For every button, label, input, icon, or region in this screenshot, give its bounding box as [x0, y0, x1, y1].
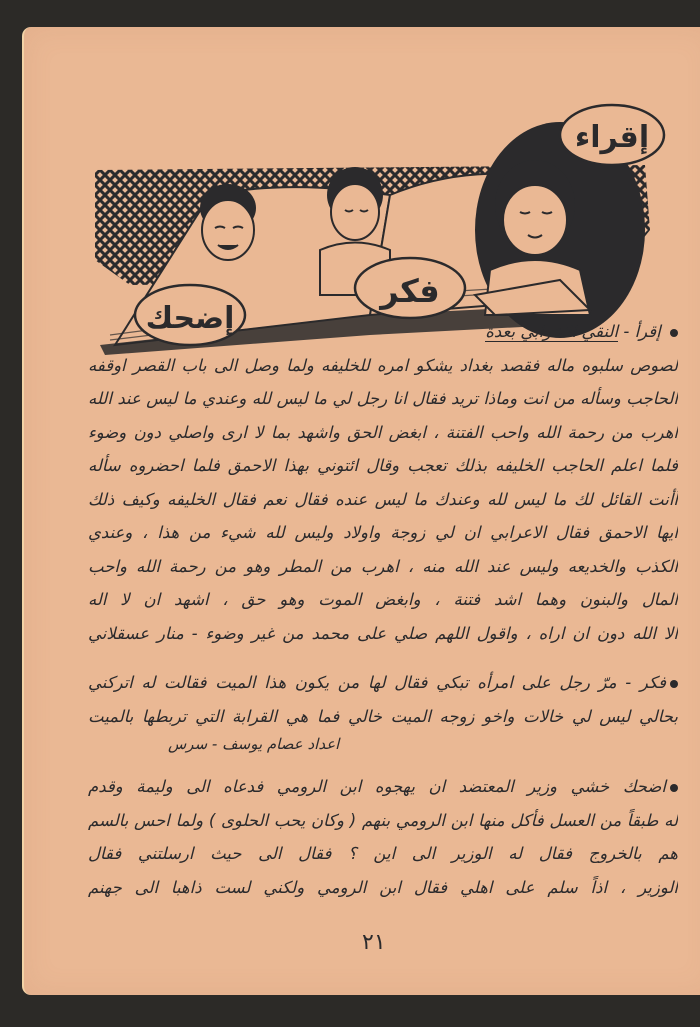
svg-text:إضحك: إضحك — [145, 301, 235, 336]
laugh-line: الوزير ، اذاً سلم على اهلي فقال ابن الرومي ولكني لست ذاهبا الى جهنم — [88, 877, 678, 897]
laugh-line: هم بالخروج فقال له الوزير الى اين ؟ فقال الى حيث ارسلتني فقال — [88, 844, 678, 863]
read-title: النقي الاعرابي بعدة — [485, 322, 619, 341]
laugh-line: اضحك خشي وزير المعتضد ان يهجوه ابن الرومي فدعاه الى وليمة وقدم — [88, 770, 678, 804]
page-number: ٢١ — [362, 930, 386, 955]
read-heading: إقرأ - النقي الاعرابي بعدة — [88, 315, 678, 349]
bullet-icon — [670, 680, 678, 688]
read-line: الا الله دون ان اراه ، واقول اللهم صلي على محمد من غير وضوء - منار عسقلاني — [88, 623, 678, 643]
svg-text:فكر: فكر — [380, 272, 440, 310]
read-line: الحاجب وسأله من انت وماذا تريد فقال انا رجل لي ما ليس لله وعندي ما ليس عند الله — [88, 389, 678, 408]
laugh-label: اضحك — [622, 777, 666, 796]
read-line: اهرب من رحمة الله واحب الفتنة ، ابغض الحق واشهد بما لا ارى واصلي دون وضوء — [88, 422, 678, 442]
bullet-icon — [670, 784, 678, 792]
section-read — [88, 315, 678, 650]
read-line: المال والبنون وهما اشد فتنة ، وابغض الموت وهو حق ، اشهد ان لا اله — [88, 590, 678, 609]
read-line: الكذب والخديعه وليس عند الله منه ، اهرب من المطر وهو من رحمة الله واحب — [88, 556, 678, 576]
laugh-line: له طبقاً من العسل فأكل منها ابن الرومي بنهم ( وكان يحب الحلوى ) ولما احس بالسم — [88, 810, 678, 830]
read-line: فلما اعلم الحاجب الخليفه بذلك تعجب وقال ائتوني بهذا الاحمق فلما احضروه سأله — [88, 456, 678, 475]
section-think — [88, 666, 678, 733]
bubble-think — [355, 258, 465, 318]
bullet-icon — [670, 329, 678, 337]
think-line: بحالي ليس لي خالات واخو زوجه الميت خالي فما هي القرابة التي تربطها بالميت — [88, 706, 678, 726]
svg-text:إقراء: إقراء — [574, 120, 650, 155]
think-label: فكر — [639, 673, 666, 692]
bubble-read — [560, 105, 664, 165]
think-line: فكر - مرّ رجل على امرأه تبكي فقال لها من يكون هذا الميت فقالت له اتركني — [88, 666, 678, 700]
read-label: إقرأ — [634, 322, 661, 341]
section-laugh — [88, 770, 678, 904]
think-credit: اعداد عصام يوسف - سرس — [168, 735, 340, 753]
boy-left-figure — [200, 184, 256, 260]
read-line: أأنت القائل لك ما ليس لله وعندك ما ليس عنده فقال نعم فقال الخليفه وكيف ذلك — [88, 489, 678, 509]
read-line: لصوص سلبوه ماله فقصد بغداد يشكو امره للخليفه ولما وصل الى باب القصر اوقفه — [88, 355, 678, 375]
read-line: ايها الاحمق فقال الاعرابي ان لي زوجة واولاد وليس لله شيء من هذا ، وعندي — [88, 523, 678, 542]
